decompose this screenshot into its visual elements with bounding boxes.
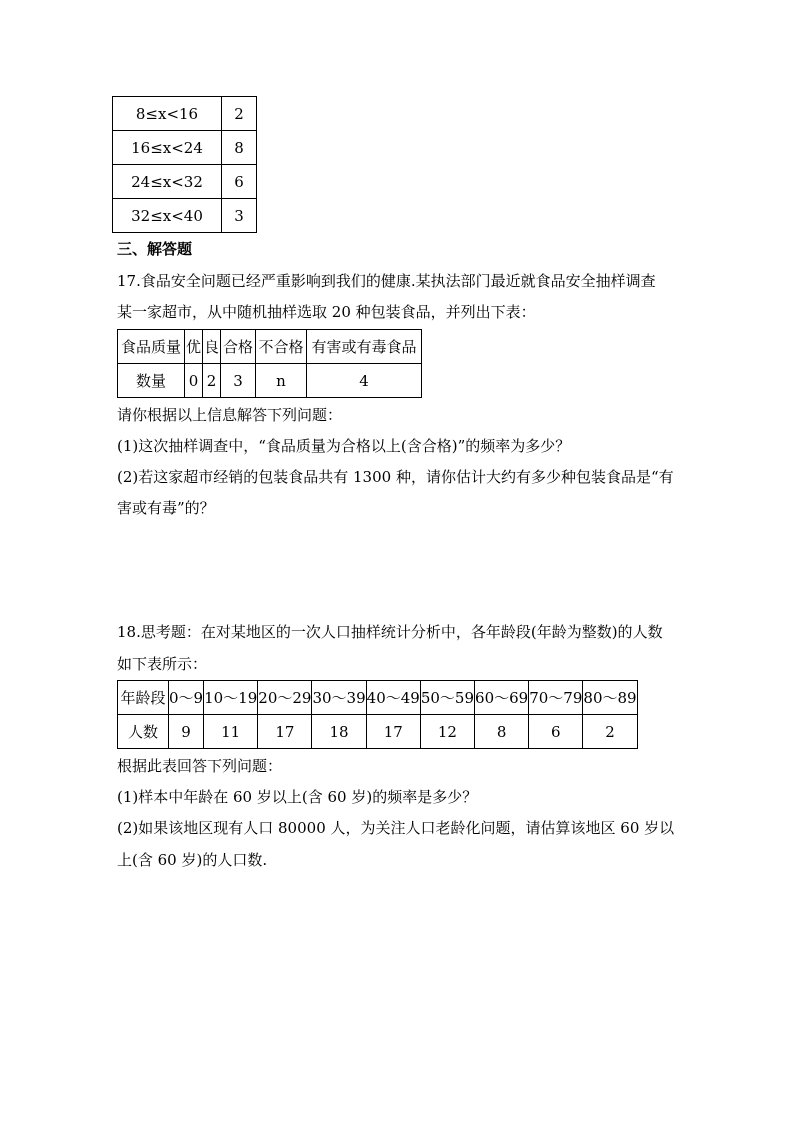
header-cell: 80～89 <box>583 681 637 715</box>
value-cell: 4 <box>307 364 422 398</box>
value-cell: 2 <box>583 715 637 749</box>
range-cell: 16≤x<24 <box>113 131 222 165</box>
table-row <box>113 199 257 233</box>
q18-sub2-line1: (2)如果该地区现有人口 80000 人，为关注人口老龄化问题，请估算该地区 60 岁以 <box>117 819 675 837</box>
q17-line1: 17.食品安全问题已经严重影响到我们的健康.某执法部门最近就食品安全抽样调查 <box>117 272 656 290</box>
value-cell: 0 <box>185 364 203 398</box>
value-cell: 6 <box>529 715 583 749</box>
q17-line2: 某一家超市，从中随机抽样选取 20 种包装食品，并列出下表： <box>117 303 536 321</box>
value-cell: 3 <box>221 364 256 398</box>
value-cell: 9 <box>169 715 204 749</box>
value-cell: 17 <box>258 715 312 749</box>
section-heading: 三、解答题 <box>117 240 193 258</box>
value-cell: 17 <box>366 715 420 749</box>
value-cell: 数量 <box>118 364 185 398</box>
header-cell: 不合格 <box>256 330 307 364</box>
table-row <box>113 131 257 165</box>
table-row <box>113 97 257 131</box>
value-cell: 8 <box>475 715 529 749</box>
header-cell: 30～39 <box>312 681 366 715</box>
header-cell: 50～59 <box>420 681 474 715</box>
table-row <box>113 165 257 199</box>
q18-sub2-line2: 上(含 60 岁)的人口数. <box>117 851 268 869</box>
q18-line2: 如下表所示： <box>117 655 208 673</box>
header-cell: 有害或有毒食品 <box>307 330 422 364</box>
q18-sub1: (1)样本中年龄在 60 岁以上(含 60 岁)的频率是多少？ <box>117 788 478 806</box>
value-cell: 人数 <box>118 715 169 749</box>
table-row <box>118 715 638 749</box>
frequency-table <box>112 96 257 233</box>
header-cell: 10～19 <box>204 681 258 715</box>
header-cell: 70～79 <box>529 681 583 715</box>
value-cell: 2 <box>203 364 221 398</box>
range-cell: 8≤x<16 <box>113 97 222 131</box>
q17-prompt: 请你根据以上信息解答下列问题： <box>117 406 343 424</box>
header-cell: 良 <box>203 330 221 364</box>
table-row <box>118 330 422 364</box>
value-cell: 11 <box>204 715 258 749</box>
q17-sub2-line2: 害或有毒”的？ <box>117 499 215 517</box>
table-row <box>118 364 422 398</box>
header-cell: 20～29 <box>258 681 312 715</box>
value-cell: 12 <box>420 715 474 749</box>
q18-prompt: 根据此表回答下列问题： <box>117 757 283 775</box>
q17-sub2-line1: (2)若这家超市经销的包装食品共有 1300 种，请你估计大约有多少种包装食品是“有 <box>117 468 674 486</box>
q17-sub1: (1)这次抽样调查中，“食品质量为合格以上(含合格)”的频率为多少？ <box>117 437 571 455</box>
count-cell: 3 <box>222 199 257 233</box>
header-cell: 合格 <box>221 330 256 364</box>
food-quality-table <box>117 329 422 398</box>
value-cell: 18 <box>312 715 366 749</box>
header-cell: 60～69 <box>475 681 529 715</box>
table-row <box>118 681 638 715</box>
age-distribution-table <box>117 680 638 749</box>
header-cell: 食品质量 <box>118 330 185 364</box>
range-cell: 24≤x<32 <box>113 165 222 199</box>
range-cell: 32≤x<40 <box>113 199 222 233</box>
count-cell: 6 <box>222 165 257 199</box>
header-cell: 优 <box>185 330 203 364</box>
header-cell: 年龄段 <box>118 681 169 715</box>
count-cell: 8 <box>222 131 257 165</box>
header-cell: 40～49 <box>366 681 420 715</box>
q18-line1: 18.思考题：在对某地区的一次人口抽样统计分析中，各年龄段(年龄为整数)的人数 <box>117 623 663 641</box>
count-cell: 2 <box>222 97 257 131</box>
header-cell: 0～9 <box>169 681 204 715</box>
value-cell: n <box>256 364 307 398</box>
